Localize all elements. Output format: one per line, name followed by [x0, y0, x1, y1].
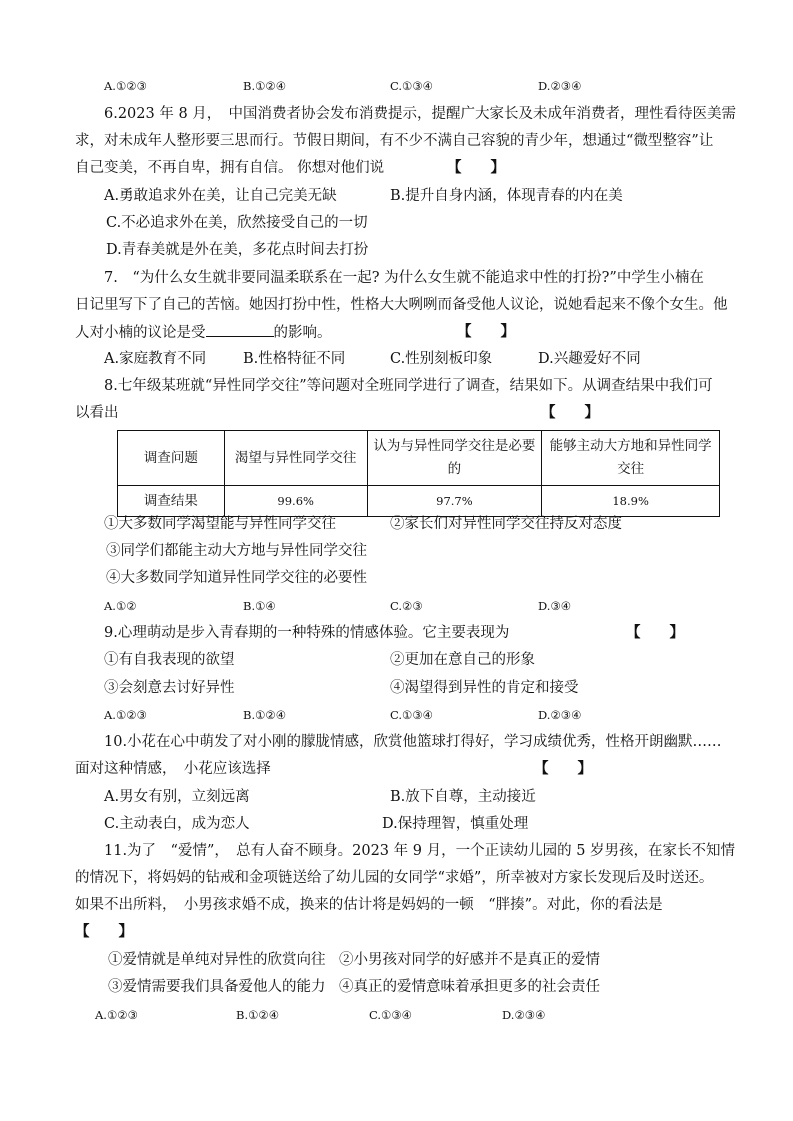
- q7-option-a[interactable]: A.家庭教育不同: [104, 351, 207, 367]
- survey-value-cell: 18.9%: [542, 486, 720, 517]
- q6-stem-line-2: 求，对未成年人整形要三思而行。节假日期间，有不少不满自己容貌的青少年，想通过“微型整容”让: [75, 133, 714, 149]
- q11-option-b[interactable]: B.①②④: [236, 1008, 280, 1022]
- q11-statement-1: ①爱情就是单纯对异性的欣赏向往: [108, 952, 326, 968]
- survey-header-cell: 认为与异性同学交往是必要的: [367, 431, 542, 486]
- survey-value-cell: 99.6%: [224, 486, 367, 517]
- q5-option-a[interactable]: A.①②③: [104, 79, 147, 93]
- survey-value-cell: 97.7%: [367, 486, 542, 517]
- q8-answer-bracket[interactable]: 【 】: [541, 404, 599, 421]
- q7-fill-blank[interactable]: [206, 322, 274, 337]
- q11-stem-line-3: 如果不出所料， 小男孩求婚不成，换来的估计将是妈妈的一顿 “胖揍”。对此，你的看法是: [75, 897, 663, 913]
- survey-row-label: 调查结果: [118, 486, 225, 517]
- q6-option-c[interactable]: C.不必追求外在美，欣然接受自己的一切: [106, 215, 368, 231]
- q8-stem-line-1: 8.七年级某班就“异性同学交往”等问题对全班同学进行了调查，结果如下。从调查结果中我们可: [104, 378, 713, 394]
- q9-option-b[interactable]: B.①②④: [243, 708, 287, 722]
- q10-option-c[interactable]: C.主动表白，成为恋人: [104, 816, 250, 832]
- q7-option-c[interactable]: C.性别刻板印象: [390, 351, 493, 367]
- q8-option-d[interactable]: D.③④: [538, 599, 572, 613]
- q6-option-a[interactable]: A.勇敢追求外在美，让自己完美无缺: [104, 188, 337, 204]
- q11-option-d[interactable]: D.②③④: [502, 1008, 546, 1022]
- q9-statement-2: ②更加在意自己的形象: [390, 652, 535, 668]
- q7-stem-line-3: [75, 322, 332, 343]
- survey-header-cell: 调查问题: [118, 431, 225, 486]
- q11-stem-line-1: 11.为了 “爱情”， 总有人奋不顾身。2023 年 9 月，一个正读幼儿园的 5 岁男孩，在家长不知情: [104, 843, 736, 859]
- q11-stem-line-2: 的情况下，将妈妈的钻戒和金项链送给了幼儿园的女同学“求婚”，所幸被对方家长发现后及时送还。: [75, 870, 714, 886]
- survey-header-cell: 渴望与异性同学交往: [224, 431, 367, 486]
- q7-stem-before-blank: 人对小楠的议论是受: [75, 325, 206, 341]
- q8-option-b[interactable]: B.①④: [243, 599, 276, 613]
- q7-option-d[interactable]: D.兴趣爱好不同: [538, 351, 641, 367]
- survey-header-row: [118, 431, 720, 486]
- q9-option-d[interactable]: D.②③④: [538, 708, 582, 722]
- q11-option-a[interactable]: A.①②③: [95, 1008, 138, 1022]
- q10-option-a[interactable]: A.男女有别，立刻远离: [104, 789, 250, 805]
- q8-option-a[interactable]: A.①②: [104, 599, 137, 613]
- q9-option-a[interactable]: A.①②③: [104, 708, 147, 722]
- q11-statement-2: ②小男孩对同学的好感并不是真正的爱情: [339, 952, 600, 968]
- q9-option-c[interactable]: C.①③④: [390, 708, 433, 722]
- q6-option-d[interactable]: D.青春美就是外在美，多花点时间去打扮: [106, 242, 369, 258]
- q6-stem-line-3: 自己变美，不再自卑，拥有自信。 你想对他们说: [75, 160, 385, 176]
- q11-statement-3: ③爱情需要我们具备爱他人的能力: [108, 979, 326, 995]
- q8-statement-1: ①大多数同学渴望能与异性同学交往: [104, 516, 336, 532]
- survey-result-row: [118, 486, 720, 517]
- q11-option-c[interactable]: C.①③④: [369, 1008, 412, 1022]
- q8-statement-3: ③同学们都能主动大方地与异性同学交往: [106, 543, 367, 559]
- q5-option-c[interactable]: C.①③④: [390, 79, 433, 93]
- q6-option-b[interactable]: B.提升自身内涵，体现青春的内在美: [390, 188, 623, 204]
- q9-statement-1: ①有自我表现的欲望: [104, 652, 235, 668]
- q8-stem-line-2: 以看出: [75, 405, 119, 421]
- q11-statement-4: ④真正的爱情意味着承担更多的社会责任: [339, 979, 600, 995]
- q7-answer-bracket[interactable]: 【 】: [457, 323, 515, 340]
- q10-stem-line-1: 10.小花在心中萌发了对小刚的朦胧情感，欣赏他篮球打得好，学习成绩优秀，性格开朗幽默……: [104, 734, 722, 750]
- q7-stem-after-blank: 的影响。: [273, 325, 332, 341]
- q9-stem: 9.心理萌动是步入青春期的一种特殊的情感体验。它主要表现为: [104, 625, 510, 641]
- q8-statement-4: ④大多数同学知道异性同学交往的必要性: [106, 570, 367, 586]
- q9-answer-bracket[interactable]: 【 】: [626, 624, 684, 641]
- q9-statement-4: ④渴望得到异性的肯定和接受: [390, 680, 579, 696]
- q8-statement-2: ②家长们对异性同学交往持反对态度: [390, 516, 622, 532]
- survey-header-cell: 能够主动大方地和异性同学交往: [542, 431, 720, 486]
- q9-statement-3: ③会刻意去讨好异性: [104, 680, 235, 696]
- q5-option-b[interactable]: B.①②④: [243, 79, 287, 93]
- q7-stem-line-1: 7. “为什么女生就非要同温柔联系在一起? 为什么女生就不能追求中性的打扮?”中学生小楠在: [104, 270, 704, 286]
- q7-option-b[interactable]: B.性格特征不同: [243, 351, 346, 367]
- q5-option-d[interactable]: D.②③④: [538, 79, 582, 93]
- survey-table: [117, 430, 720, 517]
- q10-stem-line-2: 面对这种情感， 小花应该选择: [75, 761, 271, 777]
- q10-option-b[interactable]: B.放下自尊，主动接近: [390, 789, 536, 805]
- q7-stem-line-2: 日记里写下了自己的苦恼。她因打扮中性，性格大大咧咧而备受他人议论，说她看起来不像个女生。他: [75, 297, 728, 313]
- q6-stem-line-1: 6.2023 年 8 月， 中国消费者协会发布消费提示，提醒广大家长及未成年消费者，理性看待医美需: [104, 106, 737, 122]
- q10-option-d[interactable]: D.保持理智，慎重处理: [382, 816, 529, 832]
- q10-answer-bracket[interactable]: 【 】: [534, 760, 592, 777]
- q11-answer-bracket[interactable]: 【 】: [75, 923, 133, 940]
- q8-option-c[interactable]: C.②③: [390, 599, 423, 613]
- q6-answer-bracket[interactable]: 【 】: [447, 159, 505, 176]
